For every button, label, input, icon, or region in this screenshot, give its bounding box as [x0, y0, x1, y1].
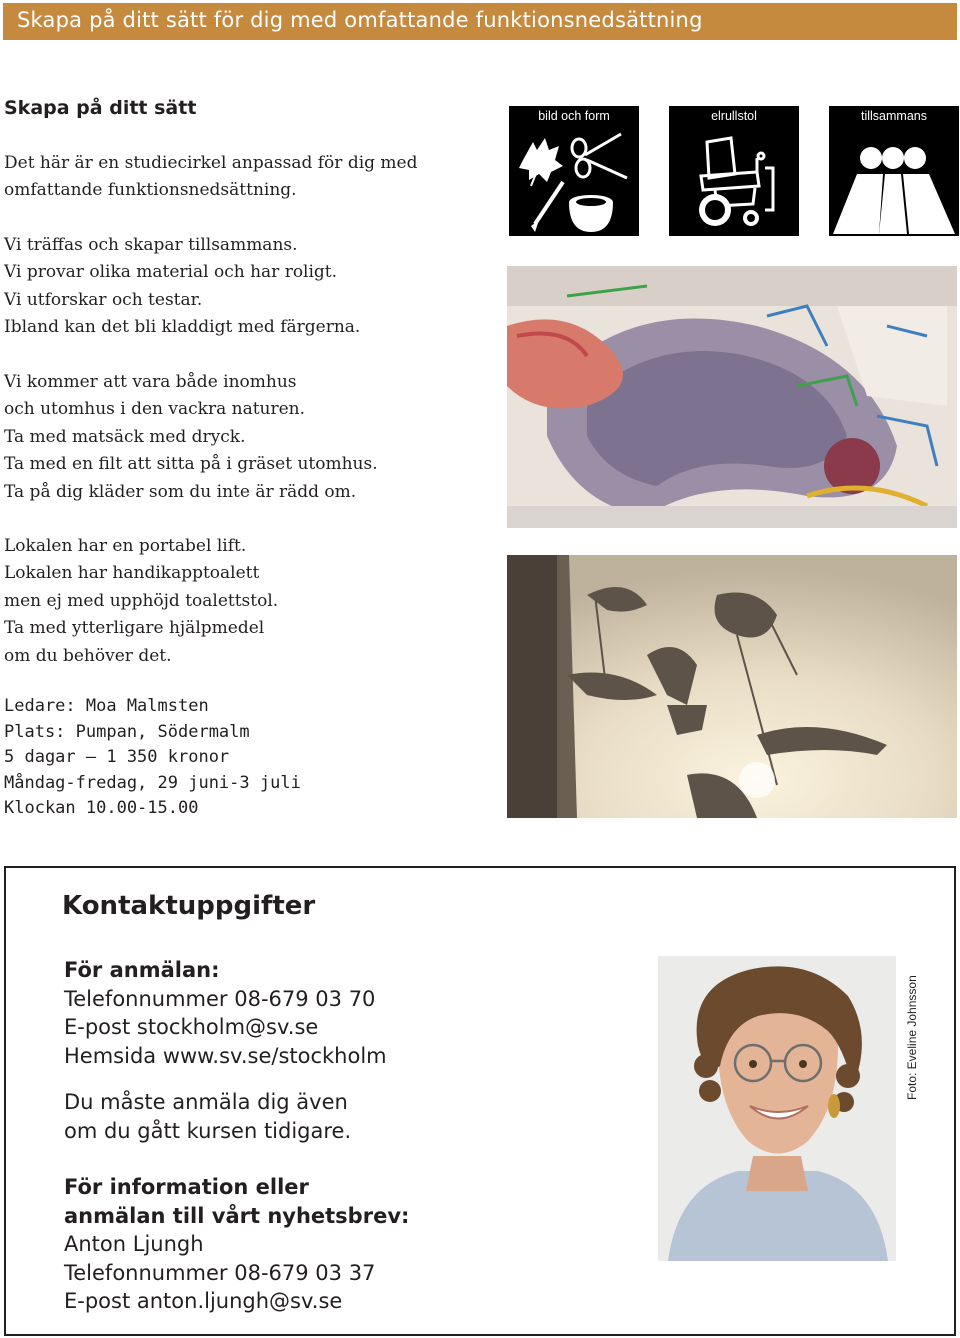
outdoors-line: Vi kommer att vara både inomhus [4, 372, 297, 392]
outdoors-line: Ta med matsäck med dryck. [4, 426, 246, 447]
activity-line: Vi provar olika material och har roligt. [4, 262, 338, 283]
signup-website: Hemsida www.sv.se/stockholm [64, 1043, 387, 1068]
icon-label: elrullstol [711, 109, 757, 123]
people-together-icon [829, 128, 959, 236]
icon-tillsammans [829, 106, 959, 236]
venue-paragraph [4, 533, 278, 670]
icon-elrullstol [669, 106, 799, 236]
activities-paragraph [4, 232, 360, 342]
venue-line: om du behöver det. [4, 645, 172, 666]
price-line: 5 dagar – 1 350 kronor [4, 747, 230, 768]
photo-credit-text: Foto: Eveline Johnsson [905, 975, 919, 1100]
info-phone: Telefonnummer 08-679 03 37 [64, 1260, 376, 1285]
art-supplies-icon [509, 128, 639, 236]
venue-line: Lokalen har handikapptoalett [4, 563, 260, 584]
course-title: Skapa på ditt sätt [4, 97, 197, 119]
info-block [64, 1173, 409, 1316]
venue-line: Ta med ytterligare hjälpmedel [4, 618, 265, 639]
note-line: Du måste anmäla dig även [64, 1090, 348, 1114]
venue-line: men ej med upphöjd toalettstol. [4, 590, 279, 611]
dates-line: Måndag-fredag, 29 juni-3 juli [4, 772, 301, 793]
shadow-puppets-photo [507, 555, 957, 818]
signup-block [64, 956, 387, 1070]
activity-line: Vi träffas och skapar tillsammans. [4, 235, 298, 255]
signup-phone: Telefonnummer 08-679 03 70 [64, 986, 376, 1011]
info-heading: anmälan till vårt nyhetsbrev: [64, 1203, 410, 1228]
leader-line: Ledare: Moa Malmsten [4, 696, 209, 716]
info-name: Anton Ljungh [64, 1232, 204, 1257]
signup-heading: För anmälan: [64, 958, 220, 982]
intro-line: Det här är en studiecirkel anpassad för dig med [4, 153, 418, 173]
note-line: om du gått kursen tidigare. [64, 1118, 352, 1143]
header-banner [3, 3, 957, 40]
outdoors-line: Ta med en filt att sitta på i gräset utomhus. [4, 454, 378, 475]
time-line: Klockan 10.00-15.00 [4, 798, 199, 819]
crayon-drawing-icon [507, 266, 957, 528]
crayon-drawing-photo [507, 266, 957, 528]
place-line: Plats: Pumpan, Södermalm [4, 721, 250, 742]
note-block [64, 1088, 351, 1145]
power-wheelchair-icon [669, 128, 799, 236]
intro-line: omfattande funktionsnedsättning. [4, 180, 297, 201]
course-facts [4, 694, 301, 822]
icon-label: bild och form [538, 109, 610, 123]
venue-line: Lokalen har en portabel lift. [4, 536, 247, 556]
outdoors-paragraph [4, 369, 378, 506]
photo-credit [903, 962, 927, 1102]
signup-email: E-post stockholm@sv.se [64, 1015, 319, 1040]
info-heading: För information eller [64, 1175, 309, 1199]
portrait-icon [658, 956, 896, 1261]
outdoors-line: och utomhus i den vackra naturen. [4, 399, 306, 420]
contact-title: Kontaktuppgifter [62, 891, 316, 921]
icon-bild-och-form [509, 106, 639, 236]
portrait-photo [658, 956, 896, 1261]
icon-label: tillsammans [861, 109, 927, 123]
outdoors-line: Ta på dig kläder som du inte är rädd om. [4, 481, 357, 502]
activity-line: Vi utforskar och testar. [4, 289, 203, 310]
info-email: E-post anton.ljungh@sv.se [64, 1289, 343, 1314]
intro-paragraph [4, 150, 418, 205]
banner-title: Skapa på ditt sätt för dig med omfattande funktionsnedsättning [17, 8, 703, 32]
shadow-puppets-icon [507, 555, 957, 818]
activity-line: Ibland kan det bli kladdigt med färgerna. [4, 317, 361, 338]
